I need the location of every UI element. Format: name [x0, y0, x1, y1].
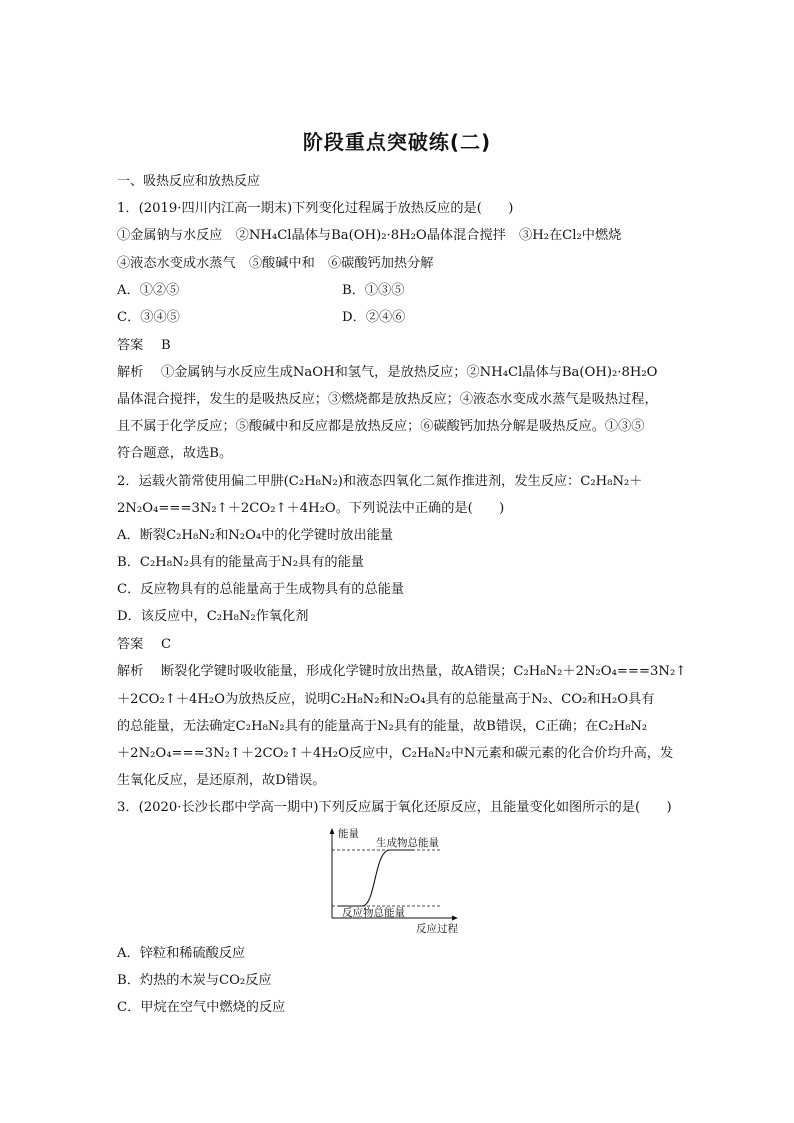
q3-option-b: B．灼热的木炭与CO₂反应: [117, 973, 272, 988]
q2-analysis-row: [117, 663, 686, 681]
q1-answer-value: B: [161, 338, 171, 353]
x-axis-arrow-icon: [452, 916, 458, 921]
q2-option-b: B．C₂H₈N₂具有的能量高于N₂具有的能量: [117, 555, 364, 570]
q1-analysis-line4: 符合题意，故选B。: [117, 446, 233, 461]
q2-analysis-line4: ＋2N₂O₄===3N₂↑＋2CO₂↑＋4H₂O反应中，C₂H₈N₂中N元素和碳元素的化合价均升高，发: [117, 746, 674, 761]
q3-option-a: A．锌粒和稀硫酸反应: [117, 946, 246, 961]
q2-option-c: C．反应物具有的总能量高于生成物具有的总能量: [117, 582, 405, 597]
q2-answer-row: [117, 636, 171, 654]
q2-option-a: A．断裂C₂H₈N₂和N₂O₄中的化学键时放出能量: [117, 528, 394, 543]
q2-analysis-line1: 断裂化学键时吸收能量，形成化学键时放出热量，故A错误；C₂H₈N₂＋2N₂O₄===3N₂↑: [161, 664, 687, 679]
q2-answer-label: 答案: [117, 637, 144, 652]
reactant-level-label: 反应物总能量: [342, 907, 405, 919]
page-title: 阶段重点突破练(二): [302, 130, 492, 154]
q2-stem-line2: 2N₂O₄===3N₂↑＋2CO₂↑＋4H₂O。下列说法中正确的是( ): [117, 501, 505, 516]
energy-curve: [338, 850, 414, 906]
x-axis-label: 反应过程: [416, 923, 458, 935]
q1-answer-label: 答案: [117, 338, 144, 353]
q2-analysis-line2: ＋2CO₂↑＋4H₂O为放热反应，说明C₂H₈N₂和N₂O₄具有的总能量高于N₂、CO₂和H₂O具有: [117, 692, 655, 707]
q1-analysis-line2: 晶体混合搅拌，发生的是吸热反应；③燃烧都是放热反应；④液态水变成水蒸气是吸热过程，: [117, 392, 658, 407]
q1-stem: 1．(2019·四川内江高一期末)下列变化过程属于放热反应的是( ): [117, 201, 514, 216]
q2-analysis-line5: 生氧化反应，是还原剂，故D错误。: [117, 773, 326, 788]
q2-analysis-line3: 的总能量，无法确定C₂H₈N₂具有的能量高于N₂具有的能量，故B错误，C正确；在C₂H₈N₂: [117, 719, 648, 734]
energy-diagram: [318, 826, 468, 940]
q1-option-b: B．①③⑤: [342, 283, 405, 298]
q1-items-line1: ①金属钠与水反应 ②NH₄Cl晶体与Ba(OH)₂·8H₂O晶体混合搅拌 ③H₂在Cl₂中燃烧: [117, 228, 622, 243]
energy-diagram-svg: [318, 826, 468, 936]
q2-answer-value: C: [161, 637, 172, 652]
q1-option-d: D．②④⑥: [342, 310, 406, 325]
q1-analysis-line3: 且不属于化学反应；⑤酸碱中和反应都是放热反应；⑥碳酸钙加热分解是吸热反应。①③⑤: [117, 419, 645, 434]
q1-analysis-row: [117, 364, 657, 382]
q1-analysis-line1: ①金属钠与水反应生成NaOH和氢气，是放热反应；②NH₄Cl晶体与Ba(OH)₂·8H₂O: [161, 365, 658, 380]
q1-option-c: C．③④⑤: [117, 310, 180, 325]
y-axis-label: 能量: [338, 828, 359, 840]
q1-answer-row: [117, 337, 171, 355]
q1-items-line2: ④液态水变成水蒸气 ⑤酸碱中和 ⑥碳酸钙加热分解: [117, 256, 434, 271]
q2-option-d: D．该反应中，C₂H₈N₂作氧化剂: [117, 609, 309, 624]
product-level-label: 生成物总能量: [376, 837, 439, 849]
y-axis-arrow-icon: [330, 828, 335, 834]
q1-option-a: A．①②⑤: [117, 283, 180, 298]
q2-analysis-label: 解析: [117, 664, 144, 679]
q1-analysis-label: 解析: [117, 365, 144, 380]
q2-stem-line1: 2．运载火箭常使用偏二甲肼(C₂H₈N₂)和液态四氧化二氮作推进剂，发生反应：C₂H₈N₂＋: [117, 474, 643, 489]
q3-option-c: C．甲烷在空气中燃烧的反应: [117, 1000, 286, 1015]
q3-stem: 3．(2020·长沙长郡中学高一期中)下列反应属于氧化还原反应，且能量变化如图所示的是( ): [117, 800, 672, 815]
section-heading: 一、吸热反应和放热反应: [117, 174, 261, 189]
